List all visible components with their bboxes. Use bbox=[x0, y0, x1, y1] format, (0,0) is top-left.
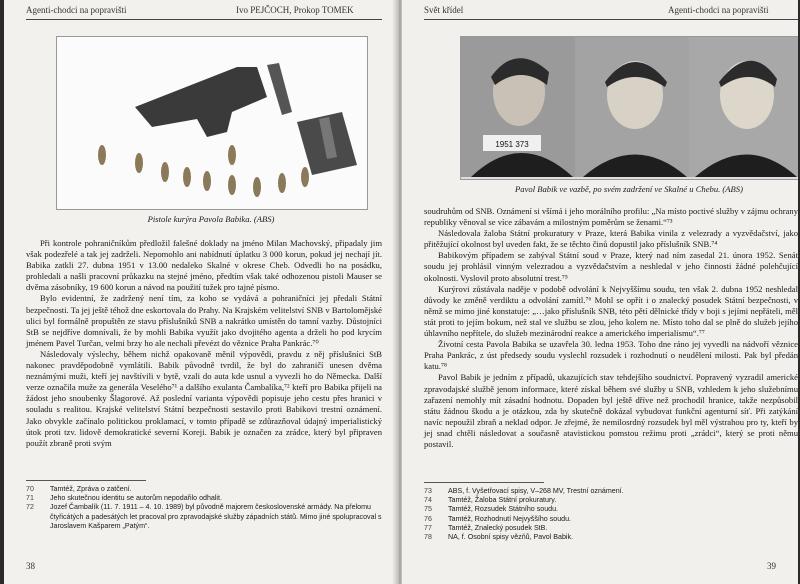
footnotes bbox=[26, 485, 382, 531]
mugshot-board-number: 1951 373 bbox=[495, 140, 529, 149]
paragraph: Pavol Babik je jedním z případů, ukazujících stav tehdejšího soudnictví. Popravený vyzradil americké zpravodajské službě jenom informace, které získal během své služby u SNB, vzhledem k jeho služebnímu zařazení nemohly mít zásadní hodnotu. Dopaden byl ještě dříve než prochodil hranice, takže nezpůsobil státu žádnou škodu a je otázkou, zda by skutečně dokázal vybudovat funkční agenturní síť. Při zatýkání navíc nepoužil zbraň a neklad odpor. Je zřejmé, že nemilosrdný rozsudek byl měl výstrahou pro ty, kteří by jej snad chtěli následovat a současně atavistickou pomstou režimu proti „zrádci“, který se proti němu postavil. bbox=[424, 372, 798, 449]
paragraph: Babikovým případem se zabýval Státní soud v Praze, který nad ním zasedal 21. února 1952. Senát soudu jej prohlásil vinným velezradou a vyzvědačstvím a neshledal v jeho činnosti žádné polehčující okolnosti. Vyslovil proto absolutní trest.⁷⁵ bbox=[424, 250, 798, 283]
footnote bbox=[26, 503, 382, 531]
page-number: 39 bbox=[767, 561, 776, 571]
footnote-number: 70 bbox=[26, 485, 34, 493]
mugshot-profile bbox=[461, 37, 581, 177]
mugshot-front bbox=[575, 37, 695, 177]
paragraph: Následovaly výslechy, během nichž opakovaně měnil výpovědi, pravdu z něj příslušníci StB nakonec pravděpodobně vymlátili. Babik původně tvrdil, že byl do zahraničí unesen dvěma neznámými muži, kteří jej navštívili v bytě, vzali do auta kde usnul a vyvezli ho do Německa. Další verze označila muže za generála Veselého⁷¹ a dalšího exulanta Čambalíka,⁷² kteří pro Babika přijeli na žádost jeho snoubenky Šlagorové. Až poslední varianta výpovědi popisuje jeho cestu přes hranici v souladu s realitou. Krajské velitelství Státní bezpečnosti sestavilo proti Babikovi trestní oznámení. Jako obvykle začínalo politickou proklamací, v tomto případě se zdůrazňoval údajný imperialistický útok proti tzv. lidově demokratické severní Koreji. Babik je označen za zrádce, který byl připraven použít zbraně proti svým bbox=[26, 348, 382, 448]
paragraph: Při kontrole pohraničníkům předložil falešné doklady na jméno Milan Machovský, připadaly jim však podezřelé a tak jej zadrželi. Nepomohlo ani nabídnutí úplatku 3 000 korun, pokud jej nechají jít. Babika zatkli 27. dubna 1951 v 13.00 nedaleko Skalné v okrese Cheb. Odvedli ho na posádku, prohledali a našli pracovní průkazku na stejné jméno, předtím však také odhozenou pistoli Mauser se dvěma zásobníky, 19 600 korun a návod na použití tužek pro tajné písmo. bbox=[26, 238, 382, 293]
running-head-title: Agenti-chodci na popravišti bbox=[26, 5, 127, 15]
header-rule bbox=[424, 19, 798, 20]
body-text bbox=[424, 206, 798, 450]
paragraph: Bylo evidentní, že zadržený není tím, za koho se vydává a pohraničníci jej předali Státní bezpečnosti. Ta jej ještě téhož dne eskortovala do Prahy. Na Krajském velitelství SNB v Bartolomějské ulici byl formálně propuštěn ze stavu příslušníků SNB a nakrátko umístěn do tamní vazby. Důstojníci StB se nejdříve domnívali, že by mohli Babika využít jako dvojitého agenta a drželi ho pod krycím jménem Pavel Turčan, velmi brzy ho ale nechali převézt do věznice Praha Pankrác.⁷⁰ bbox=[26, 293, 382, 348]
footnote-number: 76 bbox=[424, 514, 432, 523]
footnotes bbox=[424, 487, 798, 542]
footnote-text: NA, f. Osobní spisy vězňů, Pavol Babik. bbox=[448, 533, 573, 542]
running-head-authors: Ivo PEJČOCH, Prokop TOMEK bbox=[236, 5, 354, 15]
footnote bbox=[424, 505, 798, 514]
page-number: 38 bbox=[26, 561, 35, 571]
body-text bbox=[26, 238, 382, 449]
running-head-title: Agenti-chodci na popravišti bbox=[668, 5, 769, 15]
footnote bbox=[424, 533, 798, 542]
figure-caption: Pistole kurýra Pavola Babika. (ABS) bbox=[147, 214, 275, 224]
footnote bbox=[424, 496, 798, 505]
footnote-text: ABS, f. Vyšetřovací spisy, V–268 MV, Trestní oznámení. bbox=[448, 487, 624, 495]
footnote-rule bbox=[424, 482, 544, 483]
footnote-text: Tamtéž, Rozhodnutí Nejvyššího soudu. bbox=[448, 514, 572, 523]
footnote-text: Tamtéž, Znalecký posudek StB. bbox=[448, 523, 548, 532]
footnote bbox=[424, 487, 798, 496]
footnote bbox=[424, 515, 798, 524]
paragraph: Životní cesta Pavola Babika se uzavřela 30. ledna 1953. Toho dne ráno jej vyvedli na nádvoří věznice Praha Pankrác, z úst předsedy soudu vyslechl rozsudek i rozhodnutí o neudělení milosti. Pak byl předán katu.⁷⁸ bbox=[424, 339, 798, 372]
footnote-number: 74 bbox=[424, 496, 432, 505]
footnote-number: 72 bbox=[26, 503, 34, 512]
mugshot-photo bbox=[460, 36, 798, 180]
footnote-number: 73 bbox=[424, 487, 432, 495]
footnote-number: 77 bbox=[424, 523, 432, 532]
footnote-text: Jozef Čambalík (11. 7. 1911 – 4. 10. 1989) byl původně majorem československé armády. Na přelomu čtyřicátých a padesátých let pracoval pro zpravodajské služby západních států. Mimo jiné spolupracoval s Jaroslavem Kašparem „Patým“. bbox=[50, 503, 382, 530]
pistol-illustration bbox=[57, 37, 367, 209]
footnote-number: 75 bbox=[424, 505, 432, 514]
footnote-text: Tamtéž, Rozsudek Státního soudu. bbox=[448, 505, 559, 514]
figure-caption: Pavol Babik ve vazbě, po svém zadržení ve Skalné u Chebu. (ABS) bbox=[515, 184, 743, 194]
footnote bbox=[26, 485, 382, 494]
footnote bbox=[424, 524, 798, 533]
header-rule bbox=[26, 19, 382, 20]
paragraph: Kurýrovi zůstávala naděje v podobě odvolání k Nejvyššímu soudu, ten však 2. dubna 1952 neshledal důvody ke změně verdiktu a odvolání zamítl.⁷⁶ Mohl se opřít i o znalecký posudek Státní bezpečnosti, v němž se mimo jiné konstatuje: „…jako příslušník SNB, této pětí dělnické třídy v boji s jejími nepřáteli, měl stát proti to jejím bokum, než stal ve službu se zlou, jeho kolem ne. Místo toho dal se plně do služeb jejího úhlavního nepřítele, do služeb mezinárodní reakce a amerického imperialismu“.⁷⁷ bbox=[424, 283, 798, 339]
paragraph: soudruhům od SNB. Oznámení si všímá i jeho morálního profilu: „Na místo poctivé služby v zájmu ochrany republiky věnoval se více zábavám a milostným poměrům se ženami.“⁷³ bbox=[424, 206, 798, 228]
left-page bbox=[4, 0, 398, 584]
paragraph: Následovala žaloba Státní prokuratury v Praze, která Babika vinila z velezrady a vyzvědačství, jako přitěžující okolnost byl uveden fakt, že se těchto činů dopustil jako příslušník SNB.⁷⁴ bbox=[424, 228, 798, 250]
mugshot-three-quarter bbox=[689, 37, 798, 177]
footnote-text: Jeho skutečnou identitu se autorům nepodařilo odhalit. bbox=[50, 494, 222, 503]
footnote-rule bbox=[26, 480, 146, 481]
running-head-section: Svět křídel bbox=[424, 5, 464, 15]
footnote-text: Tamtéž, Zpráva o zatčení. bbox=[50, 485, 132, 493]
pistol-photo bbox=[56, 36, 368, 210]
footnote-text: Tamtéž, Žaloba Státní prokuratury. bbox=[448, 496, 557, 505]
footnote-number: 71 bbox=[26, 494, 34, 503]
footnote-number: 78 bbox=[424, 533, 432, 542]
right-page bbox=[402, 0, 798, 584]
